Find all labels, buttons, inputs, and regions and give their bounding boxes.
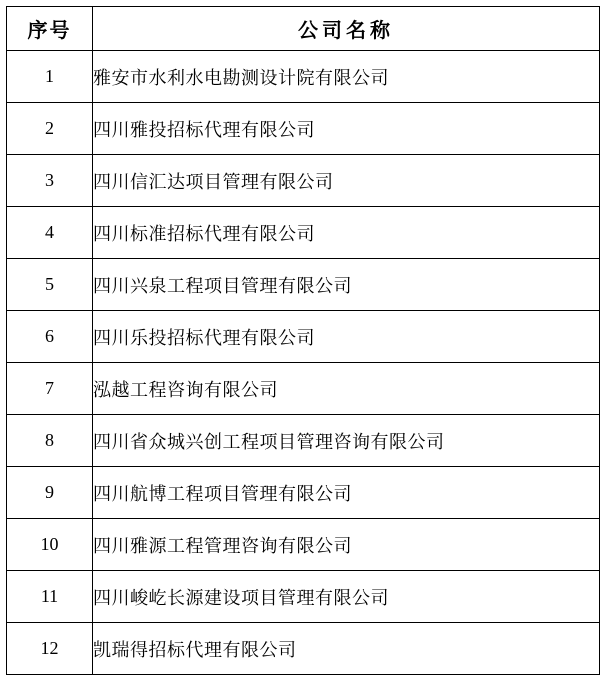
table-row bbox=[7, 155, 600, 207]
table-row bbox=[7, 467, 600, 519]
company-name-cell: 四川省众城兴创工程项目管理咨询有限公司 bbox=[93, 415, 600, 467]
company-name-cell: 四川标准招标代理有限公司 bbox=[93, 207, 600, 259]
company-name-cell: 四川乐投招标代理有限公司 bbox=[93, 311, 600, 363]
row-index-cell: 7 bbox=[7, 363, 93, 415]
table-header bbox=[7, 7, 600, 51]
company-name-cell: 四川信汇达项目管理有限公司 bbox=[93, 155, 600, 207]
table-row bbox=[7, 207, 600, 259]
table-row bbox=[7, 415, 600, 467]
column-header-index: 序号 bbox=[7, 7, 93, 51]
row-index-cell: 12 bbox=[7, 623, 93, 675]
company-name-cell: 雅安市水利水电勘测设计院有限公司 bbox=[93, 51, 600, 103]
row-index-cell: 10 bbox=[7, 519, 93, 571]
company-name-cell: 四川航博工程项目管理有限公司 bbox=[93, 467, 600, 519]
company-name-cell: 凯瑞得招标代理有限公司 bbox=[93, 623, 600, 675]
row-index-cell: 1 bbox=[7, 51, 93, 103]
row-index-cell: 11 bbox=[7, 571, 93, 623]
row-index-cell: 6 bbox=[7, 311, 93, 363]
company-name-cell: 四川峻屹长源建设项目管理有限公司 bbox=[93, 571, 600, 623]
company-name-cell: 四川雅源工程管理咨询有限公司 bbox=[93, 519, 600, 571]
company-name-cell: 四川兴泉工程项目管理有限公司 bbox=[93, 259, 600, 311]
table-row bbox=[7, 103, 600, 155]
row-index-cell: 2 bbox=[7, 103, 93, 155]
table-row bbox=[7, 519, 600, 571]
table-row bbox=[7, 51, 600, 103]
table-row bbox=[7, 259, 600, 311]
row-index-cell: 5 bbox=[7, 259, 93, 311]
row-index-cell: 8 bbox=[7, 415, 93, 467]
table-row bbox=[7, 571, 600, 623]
table-row bbox=[7, 311, 600, 363]
company-name-cell: 泓越工程咨询有限公司 bbox=[93, 363, 600, 415]
table-header-row bbox=[7, 7, 600, 51]
table-body bbox=[7, 51, 600, 675]
company-name-cell: 四川雅投招标代理有限公司 bbox=[93, 103, 600, 155]
row-index-cell: 4 bbox=[7, 207, 93, 259]
column-header-name: 公司名称 bbox=[93, 7, 600, 51]
table-row bbox=[7, 623, 600, 675]
row-index-cell: 3 bbox=[7, 155, 93, 207]
row-index-cell: 9 bbox=[7, 467, 93, 519]
company-list-table bbox=[6, 6, 600, 675]
table-row bbox=[7, 363, 600, 415]
